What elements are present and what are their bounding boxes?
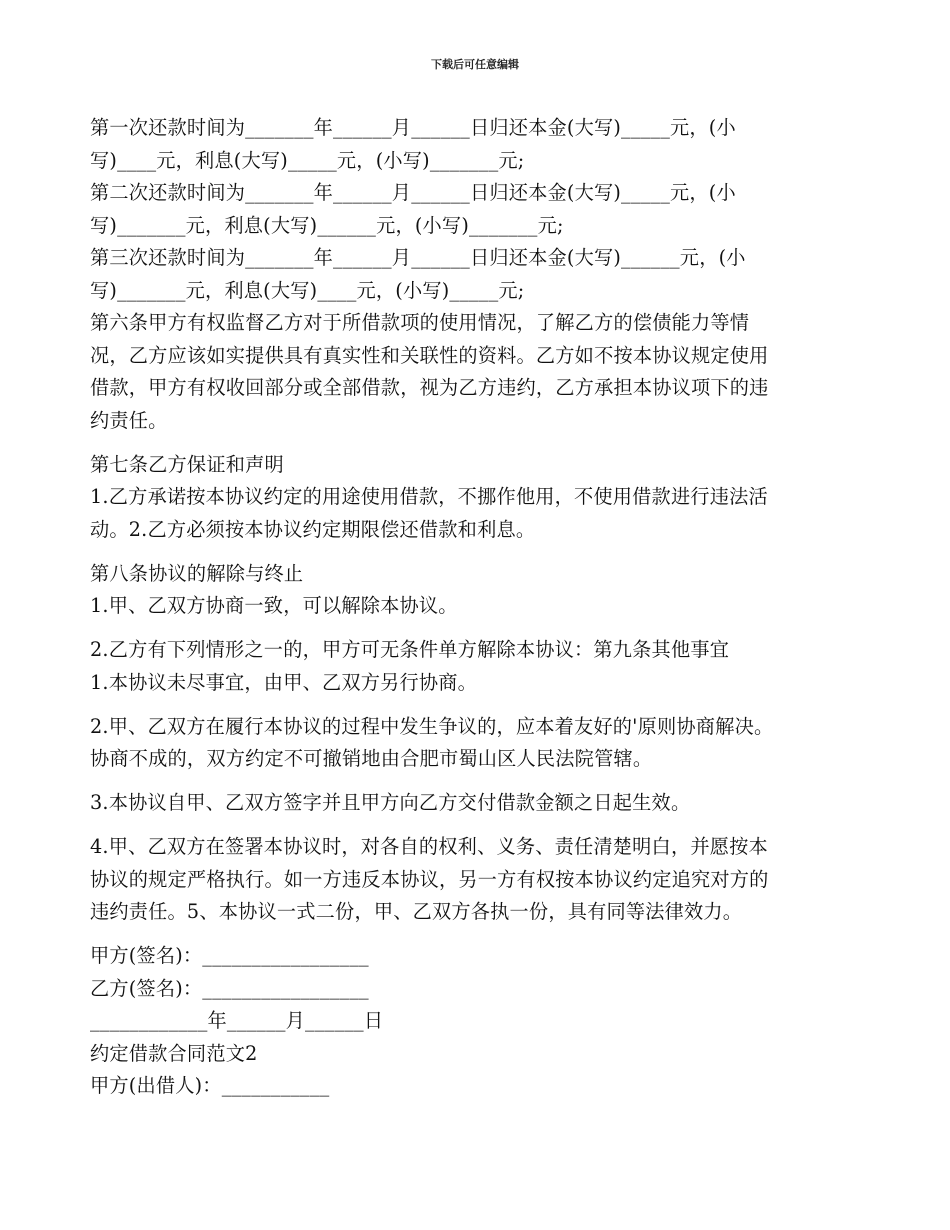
document-line: 第二次还款时间为_______年______月______日归还本金(大写)_____元，(小 — [90, 181, 736, 204]
document-line: 写)____元，利息(大写)_____元，(小写)_______元; — [90, 148, 525, 172]
document-line: 1.本协议未尽事宜，由甲、乙双方另行协商。 — [90, 670, 478, 694]
document-line: 2.甲、乙双方在履行本协议的过程中发生争议的，应本着友好的'原则协商解决。 — [90, 714, 774, 738]
document-line: 况，乙方应该如实提供具有真实性和关联性的资料。乙方如不按本协议规定使用 — [90, 343, 769, 367]
document-line: 写)_______元，利息(大写)______元，(小写)_______元; — [90, 213, 564, 237]
document-line: 第六条甲方有权监督乙方对于所借款项的使用情况，了解乙方的偿债能力等情 — [90, 311, 750, 334]
paragraph-gap — [90, 437, 870, 449]
document-line: 动。2.乙方必须按本协议约定期限偿还借款和利息。 — [90, 517, 536, 541]
document-line: 甲方(出借人)：___________ — [90, 1074, 330, 1097]
document-line: 1.乙方承诺按本协议约定的用途使用借款，不挪作他用，不使用借款进行违法活 — [90, 485, 768, 508]
paragraph-gap — [90, 699, 870, 711]
paragraph-gap — [90, 776, 870, 788]
document-line: 协议的规定严格执行。如一方违反本协议，另一方有权按本协议约定追究对方的 — [90, 867, 769, 891]
page-header: 下载后可任意编辑 — [431, 58, 519, 71]
document-line: 约定借款合同范文2 — [90, 1041, 258, 1065]
document-line: 协商不成的，双方约定不可撤销地由合肥市蜀山区人民法院管辖。 — [90, 747, 653, 770]
document-line: 约责任。 — [90, 408, 168, 432]
document-line: 2.乙方有下列情形之一的，甲方可无条件单方解除本协议：第九条其他事宜 — [90, 638, 730, 661]
document-line: 写)_______元，利息(大写)____元，(小写)_____元; — [90, 278, 525, 302]
document-line: 第一次还款时间为_______年______月______日归还本金(大写)_____元，(小 — [90, 116, 736, 139]
document-line: 1.甲、乙双方协商一致，可以解除本协议。 — [90, 594, 458, 617]
document-line: 违约责任。5、本协议一式二份，甲、乙双方各执一份，具有同等法律效力。 — [90, 900, 743, 923]
document-line: 第三次还款时间为_______年______月______日归还本金(大写)______元，(小 — [90, 246, 746, 269]
paragraph-gap — [90, 623, 870, 635]
document-line: 借款，甲方有权收回部分或全部借款，视为乙方违约，乙方承担本协议项下的违 — [90, 376, 769, 399]
document-line: 3.本协议自甲、乙双方签字并且甲方向乙方交付借款金额之日起生效。 — [90, 791, 691, 814]
paragraph-gap — [90, 820, 870, 832]
document-line: 4.甲、乙双方在签署本协议时，对各自的权利、义务、责任清楚明白，并愿按本 — [90, 835, 768, 858]
paragraph-gap — [90, 929, 870, 941]
document-line: 乙方(签名)：_________________ — [90, 976, 369, 1000]
paragraph-gap — [90, 546, 870, 558]
document-line: 甲方(签名)：_________________ — [90, 944, 369, 967]
document-line: 第八条协议的解除与终止 — [90, 561, 304, 585]
document-body — [90, 112, 870, 1103]
document-line: ____________年______月______日 — [90, 1009, 384, 1032]
document-line: 第七条乙方保证和声明 — [90, 452, 284, 476]
